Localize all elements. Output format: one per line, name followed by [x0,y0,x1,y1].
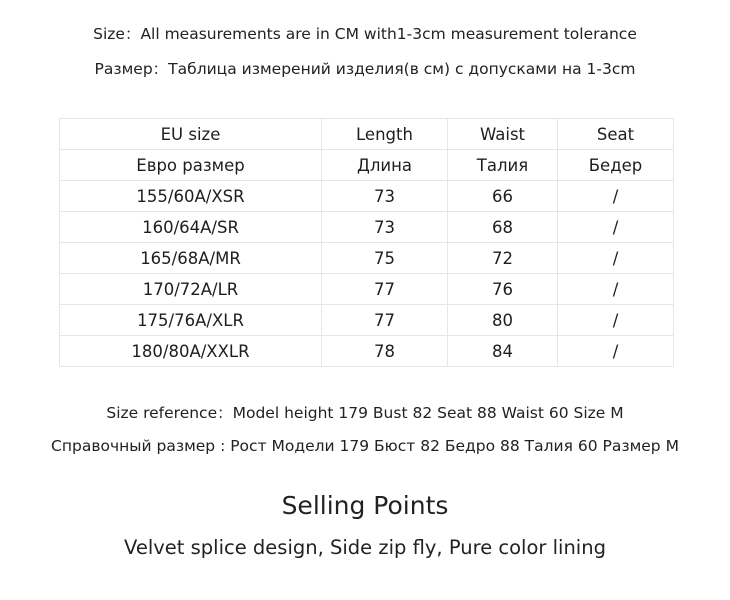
cell-size: 160/64A/SR [60,212,322,243]
header-length: Length [322,119,448,150]
table-row [60,274,674,305]
selling-points-title: Selling Points [281,491,449,520]
cell-size: 165/68A/MR [60,243,322,274]
size-note-russian: Размер：Таблица измерений изделия(в см) с допусками на 1-3cm [94,60,636,78]
cell-seat: / [558,243,674,274]
selling-points-text: Velvet splice design, Side zip fly, Pure color lining [124,536,606,559]
header-waist-ru: Талия [448,150,558,181]
header-eu-size: EU size [60,119,322,150]
cell-length: 77 [322,305,448,336]
table-row [60,243,674,274]
cell-length: 77 [322,274,448,305]
header-row-english [60,119,674,150]
cell-length: 78 [322,336,448,367]
table-row [60,181,674,212]
cell-length: 73 [322,181,448,212]
size-reference-russian: Справочный размер : Рост Модели 179 Бюст 82 Бедро 88 Талия 60 Размер M [51,437,679,455]
cell-seat: / [558,181,674,212]
table-row [60,212,674,243]
cell-seat: / [558,212,674,243]
header-row-russian [60,150,674,181]
cell-seat: / [558,274,674,305]
header-eu-size-ru: Евро размер [60,150,322,181]
size-reference-english: Size reference：Model height 179 Bust 82 Seat 88 Waist 60 Size M [106,404,624,422]
header-waist: Waist [448,119,558,150]
cell-length: 75 [322,243,448,274]
header-length-ru: Длина [322,150,448,181]
table-row [60,305,674,336]
cell-size: 155/60A/XSR [60,181,322,212]
header-seat-ru: Бедер [558,150,674,181]
cell-size: 170/72A/LR [60,274,322,305]
cell-waist: 68 [448,212,558,243]
cell-seat: / [558,305,674,336]
size-chart-table [59,118,674,367]
cell-waist: 72 [448,243,558,274]
table-row [60,336,674,367]
cell-seat: / [558,336,674,367]
size-note-english: Size：All measurements are in CM with1-3cm measurement tolerance [93,25,637,43]
cell-size: 175/76A/XLR [60,305,322,336]
header-seat: Seat [558,119,674,150]
cell-waist: 84 [448,336,558,367]
cell-waist: 76 [448,274,558,305]
cell-size: 180/80A/XXLR [60,336,322,367]
cell-waist: 80 [448,305,558,336]
cell-length: 73 [322,212,448,243]
cell-waist: 66 [448,181,558,212]
